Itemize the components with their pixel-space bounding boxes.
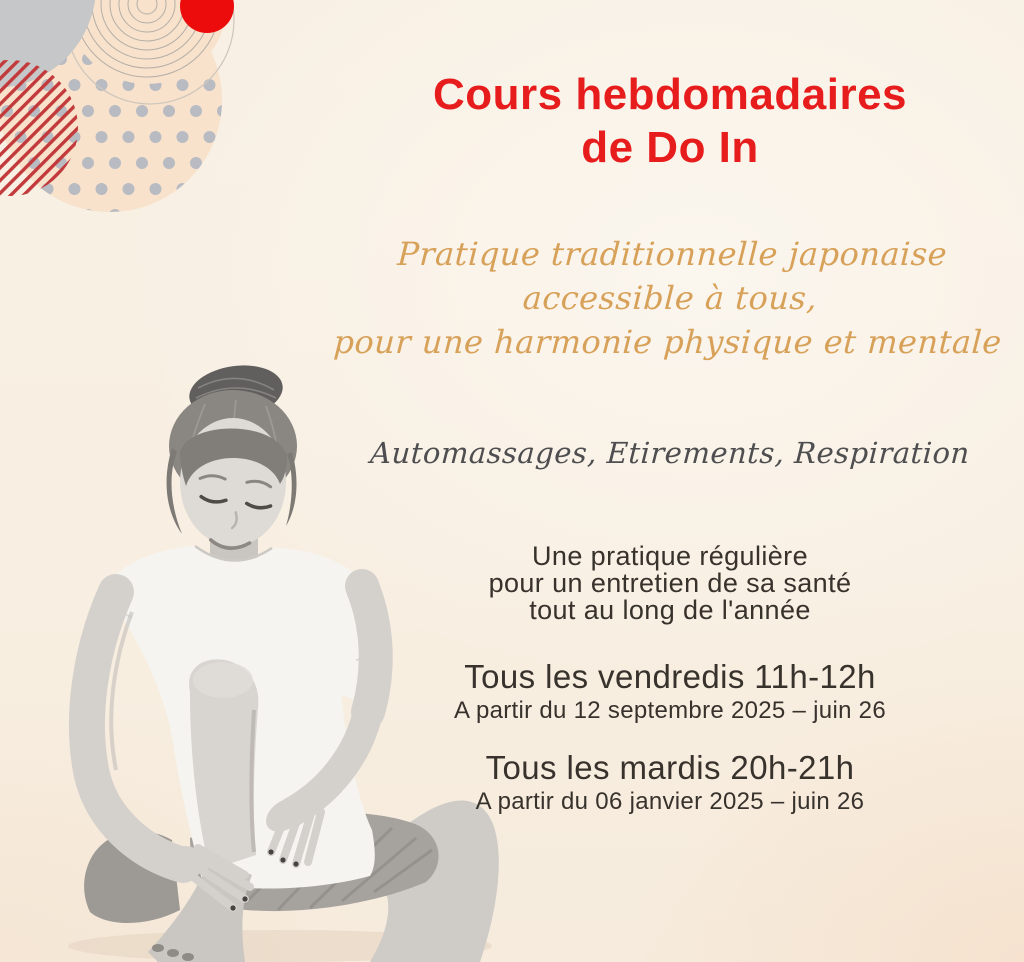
schedule-dates: A partir du 06 janvier 2025 – juin 26	[475, 788, 865, 815]
tagline-line-3: pour une harmonie physique et mentale	[332, 323, 1003, 361]
benefit-line-1: Une pratique régulière	[532, 541, 808, 571]
schedule-entry-tuesdays	[320, 749, 1020, 817]
tagline	[317, 232, 1024, 364]
page-title	[320, 68, 1020, 174]
schedule	[320, 658, 1020, 840]
schedule-dates: A partir du 12 septembre 2025 – juin 26	[454, 697, 886, 724]
schedule-entry-fridays	[320, 658, 1020, 726]
tagline-line-2: accessible à tous,	[521, 279, 819, 317]
title-line-2: de Do In	[581, 123, 759, 172]
title-line-1: Cours hebdomadaires	[432, 70, 908, 119]
decorative-circles	[0, 0, 250, 230]
schedule-day: Tous les mardis 20h-21h	[485, 749, 855, 786]
benefit-line-2: pour un entretien de sa santé	[488, 568, 852, 598]
tagline-line-1: Pratique traditionnelle japonaise	[396, 235, 949, 273]
benefit-line-3: tout au long de l'année	[529, 595, 811, 625]
techniques-line: Automassages, Etirements, Respiration	[369, 436, 971, 470]
benefit-text	[320, 543, 1020, 624]
schedule-day: Tous les vendredis 11h-12h	[464, 658, 876, 695]
